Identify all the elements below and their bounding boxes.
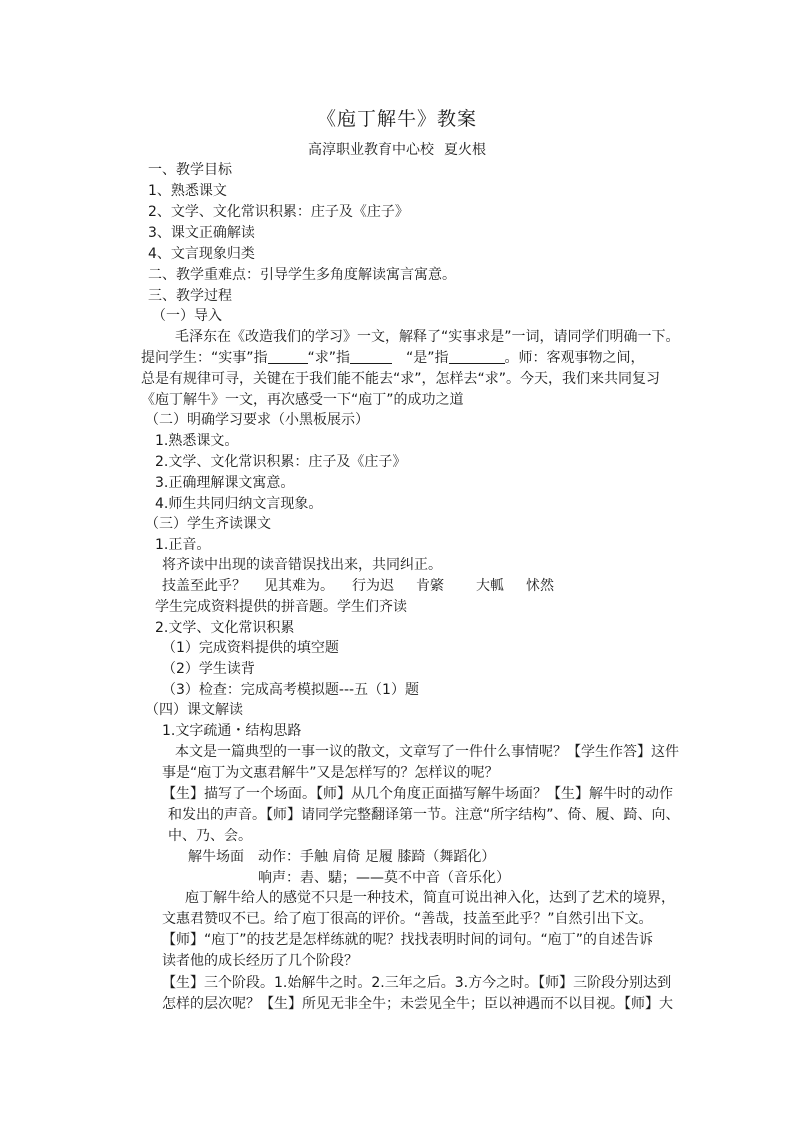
requirement-item: 3.正确理解课文寓意。: [155, 475, 295, 491]
intro-heading: （一）导入: [152, 308, 222, 324]
scene-action: 动作：手触 肩倚 足履 膝踦（舞蹈化）: [258, 849, 496, 865]
word-item: 技盖至此乎？: [162, 578, 246, 594]
objective-item: 4、文言现象归类: [148, 246, 255, 262]
intro-question-text: 。师：客观事物之间，: [504, 350, 645, 366]
analysis-line: 中、乃、会。: [168, 828, 252, 844]
requirement-item: 4.师生共同归纳文言现象。: [155, 496, 323, 512]
author-school: 高淳职业教育中心校: [308, 142, 434, 158]
intro-question-text: 提问学生：“实事”指: [141, 350, 268, 366]
analysis-line: 【师】“庖丁”的技艺是怎样练就的呢？找找表明时间的词句。“庖丁”的自述告诉: [162, 932, 654, 948]
literature-heading: 2.文学、文化常识积累: [155, 620, 295, 636]
intro-question-text: “是”指: [406, 350, 449, 366]
analysis-line: 【生】三个阶段。1.始解牛之时。2.三年之后。3.方今之时。【师】三阶段分别达到: [162, 975, 672, 991]
literature-item: （2）学生读背: [162, 661, 255, 677]
word-item: 见其难为。: [264, 578, 334, 594]
requirement-item: 1.熟悉课文。: [155, 433, 239, 449]
reading-heading: （三）学生齐读课文: [145, 516, 271, 532]
key-points: 二、教学重难点：引导学生多角度解读寓言寓意。: [148, 267, 456, 283]
objective-item: 2、文学、文化常识积累：庄子及《庄子》: [148, 204, 409, 220]
process-heading: 三、教学过程: [148, 288, 232, 304]
author-name: 夏火根: [444, 142, 486, 158]
intro-paragraph-line: 总是有规律可寻，关键在于我们能不能去“求”，怎样去“求”。今天，我们来共同复习: [141, 371, 661, 387]
author-line: [0, 140, 794, 160]
pinyin-line: 学生完成资料提供的拼音题。学生们齐读: [155, 599, 407, 615]
analysis-line: 庖丁解牛给人的感觉不只是一种技术，简直可说出神入化，达到了艺术的境界，: [185, 890, 675, 906]
analysis-subheading: 1.文字疏通・结构思路: [162, 723, 302, 739]
intro-paragraph-line: 《庖丁解牛》一文，再次感受一下“庖丁”的成功之道: [141, 392, 464, 408]
pronunciation-desc: 将齐读中出现的读音错误找出来，共同纠正。: [162, 557, 442, 573]
requirements-heading: （二）明确学习要求（小黑板展示）: [145, 412, 369, 428]
objective-item: 1、熟悉课文: [148, 183, 227, 199]
scene-line: [188, 847, 495, 867]
analysis-line: 本文是一篇典型的一事一议的散文，文章写了一件什么事情呢？【学生作答】这件: [175, 744, 679, 760]
literature-item: （1）完成资料提供的填空题: [162, 640, 339, 656]
scene-label: 解牛场面: [188, 849, 244, 865]
intro-paragraph-line: 毛泽东在《改造我们的学习》一文，解释了“实事求是”一词，请同学们明确一下。: [175, 329, 680, 345]
requirement-item: 2.文学、文化常识积累：庄子及《庄子》: [155, 454, 407, 470]
intro-question-text: “求”指: [307, 350, 351, 366]
intro-question-line: [141, 348, 645, 368]
document-title: 《庖丁解牛》教案: [316, 108, 477, 130]
literature-item: （3）检查：完成高考模拟题---五（1）题: [162, 682, 419, 698]
word-item: 肯綮: [416, 578, 444, 594]
word-item: 行为迟: [352, 578, 394, 594]
pronunciation-words: [162, 576, 554, 596]
objective-item: 3、课文正确解读: [148, 225, 255, 241]
analysis-line: 和发出的声音。【师】请同学完整翻译第一节。注意“所字结构”、倚、履、踦、向、: [168, 807, 680, 823]
analysis-line: 读者他的成长经历了几个阶段？: [162, 953, 358, 969]
scene-sound: 响声：砉、騞；——莫不中音（音乐化）: [258, 870, 510, 886]
answer-blank: [268, 349, 308, 364]
word-item: 大軱: [476, 578, 504, 594]
objectives-heading: 一、教学目标: [148, 162, 232, 178]
analysis-line: 事是“庖丁为文惠君解牛”又是怎样写的？怎样议的呢？: [162, 765, 499, 781]
answer-blank: [449, 349, 505, 364]
analysis-line: 怎样的层次呢？【生】所见无非全牛；未尝见全牛；臣以神遇而不以目视。【师】大: [162, 996, 673, 1012]
analysis-line: 【生】描写了一个场面。【师】从几个角度正面描写解牛场面？【生】解牛时的动作: [162, 786, 673, 802]
pronunciation-heading: 1.正音。: [155, 537, 211, 553]
analysis-heading: （四）课文解读: [145, 702, 243, 718]
answer-blank: [350, 349, 392, 364]
analysis-line: 文惠君赞叹不已。给了庖丁很高的评价。“善哉，技盖至此乎？”自然引出下文。: [162, 911, 653, 927]
word-item: 怵然: [526, 578, 554, 594]
